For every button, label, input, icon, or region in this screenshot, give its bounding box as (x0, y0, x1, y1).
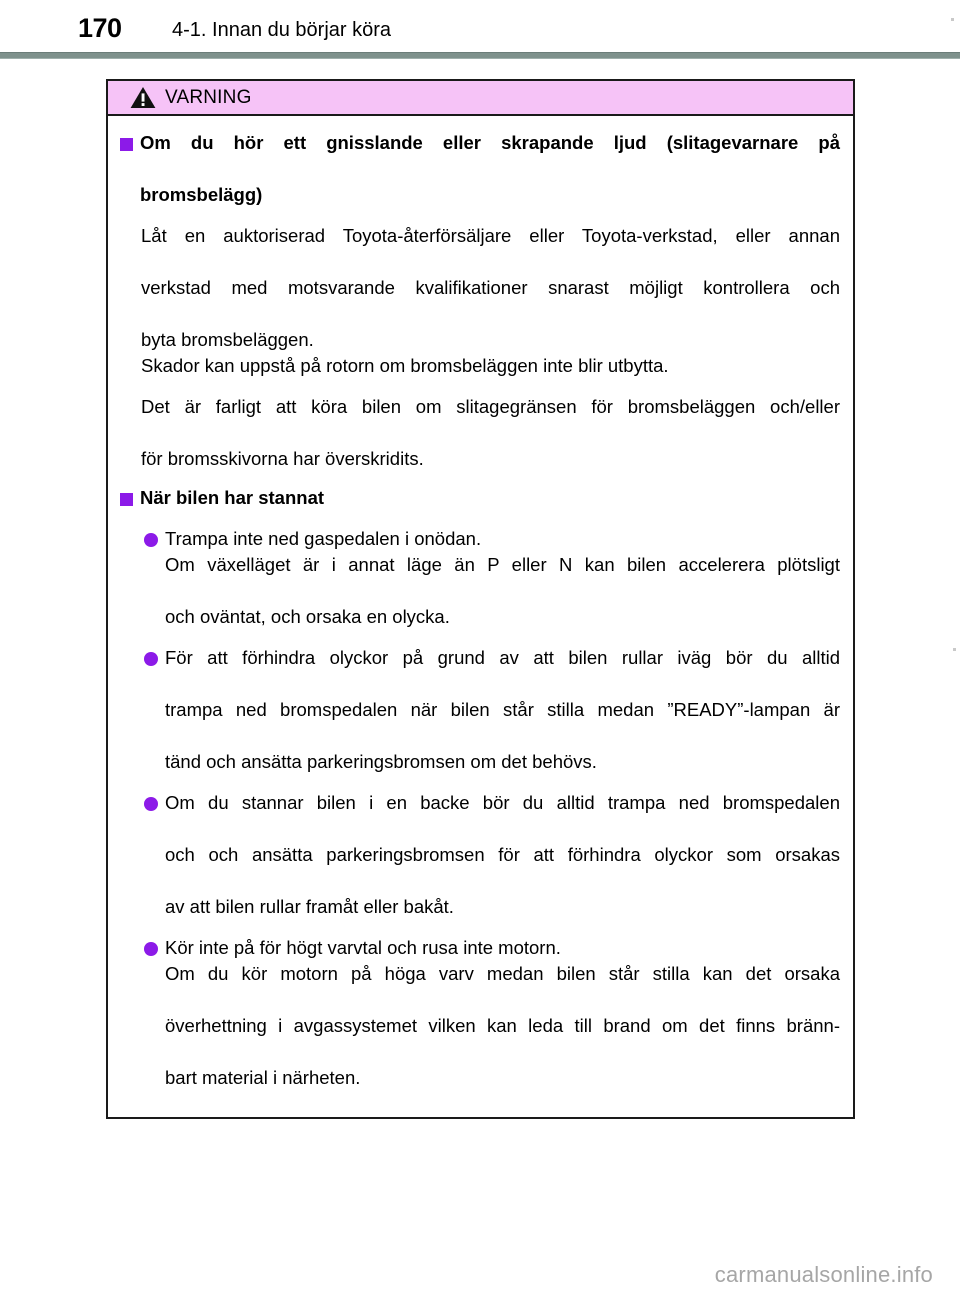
warning-bullet-item (118, 935, 840, 1091)
warning-box-body (108, 116, 853, 1117)
text-line: byta bromsbeläggen. (141, 329, 314, 350)
spacer (118, 379, 840, 394)
page-number: 170 (78, 13, 122, 43)
spacer (118, 210, 840, 223)
spacer (118, 775, 840, 790)
text-line: För att förhindra olyckor på grund av att bilen rullar iväg bör du alltid (165, 647, 840, 668)
spacer (118, 472, 840, 485)
text-line: för bromsskivorna har överskridits. (141, 448, 424, 469)
text-line: av att bilen rullar framåt eller bakåt. (165, 896, 454, 917)
page-header (0, 0, 960, 48)
warning-bullet-item (118, 526, 840, 630)
scan-artifact (953, 648, 956, 651)
text-line: tänd och ansätta parkeringsbromsen om det behövs. (165, 751, 597, 772)
warning-box (106, 79, 855, 1119)
text-line: Om växelläget är i annat läge än P eller N kan bilen accelerera plötsligt (165, 554, 840, 575)
text-line: Låt en auktoriserad Toyota-återförsäljare eller Toyota-verkstad, eller annan (141, 225, 840, 246)
warning-heading (118, 130, 840, 208)
text-line: Om du stannar bilen i en backe bör du alltid trampa ned bromspedalen (165, 792, 840, 813)
text-line: Kör inte på för högt varvtal och rusa inte motorn. (165, 937, 561, 958)
text-line: verkstad med motsvarande kvalifikationer snarast möjligt kontrollera och (141, 277, 840, 298)
text-line: Det är farligt att köra bilen om slitagegränsen för bromsbeläggen och/eller (141, 396, 840, 417)
text-line: trampa ned bromspedalen när bilen står stilla medan ”READY”-lampan är (165, 699, 840, 720)
text-line: Om du hör ett gnisslande eller skrapande ljud (slitagevarnare på (140, 132, 840, 153)
site-watermark: carmanualsonline.info (714, 1262, 933, 1287)
warning-triangle-icon (130, 86, 156, 109)
warning-label: VARNING (165, 86, 252, 108)
header-divider-rule (0, 52, 960, 59)
text-line: Skador kan uppstå på rotorn om bromsbeläggen inte blir utbytta. (141, 355, 669, 376)
spacer (118, 920, 840, 935)
warning-heading (118, 485, 840, 511)
chapter-title: 4-1. Innan du börjar köra (172, 19, 392, 41)
scan-artifact (951, 18, 954, 21)
text-line: bromsbelägg) (140, 184, 263, 205)
spacer (118, 630, 840, 645)
text-line: överhettning i avgassystemet vilken kan leda till brand om det finns bränn- (165, 1015, 840, 1036)
text-line: bart material i närheten. (165, 1067, 361, 1088)
warning-paragraph (118, 394, 840, 472)
warning-bullet-item (118, 645, 840, 775)
warning-box-header (108, 81, 853, 116)
spacer (118, 513, 840, 526)
warning-paragraph (118, 223, 840, 379)
text-line: När bilen har stannat (140, 487, 325, 508)
warning-bullet-item (118, 790, 840, 920)
text-line: Om du kör motorn på höga varv medan bilen står stilla kan det orsaka (165, 963, 840, 984)
text-line: och oväntat, och orsaka en olycka. (165, 606, 450, 627)
text-line: Trampa inte ned gaspedalen i onödan. (165, 528, 482, 549)
text-line: och och ansätta parkeringsbromsen för att förhindra olyckor som orsakas (165, 844, 840, 865)
